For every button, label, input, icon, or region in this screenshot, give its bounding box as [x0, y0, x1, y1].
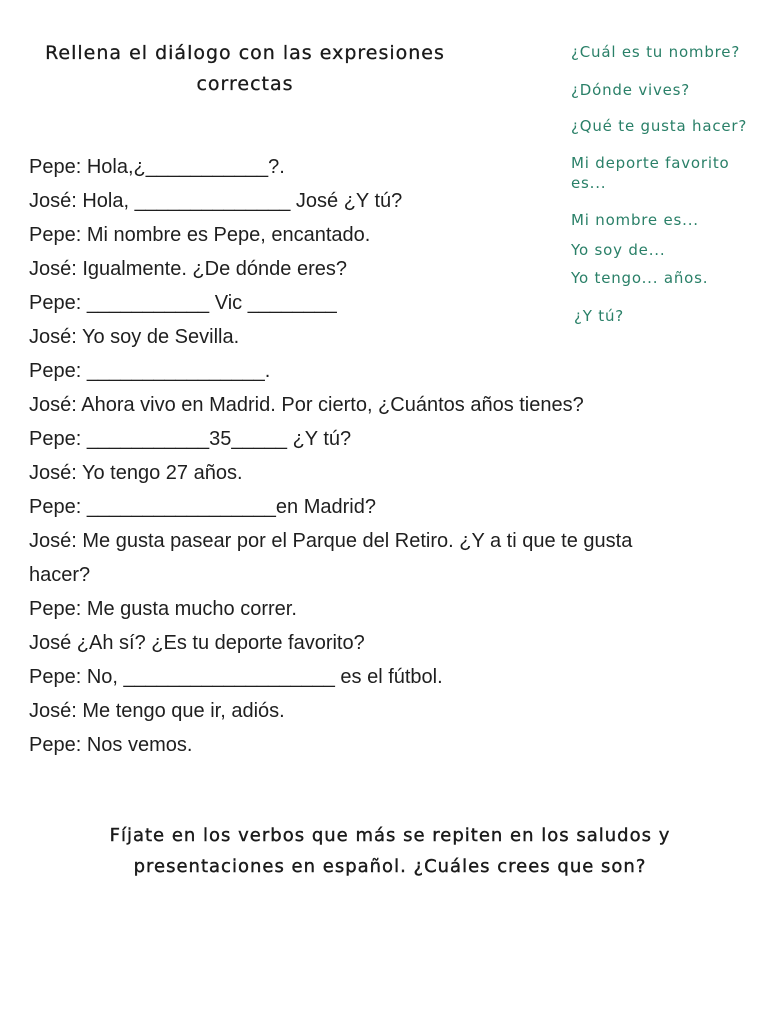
- expression-item: Mi nombre es...: [571, 211, 699, 229]
- dialogue-line: José: Ahora vivo en Madrid. Por cierto, ¿Cuántos años tienes?: [29, 394, 584, 416]
- dialogue-line: José: Yo soy de Sevilla.: [29, 326, 240, 348]
- dialogue-line: Pepe: Hola,¿___________?.: [29, 156, 285, 178]
- dialogue-list: [29, 150, 639, 762]
- expression-item: Yo soy de...: [571, 241, 666, 259]
- expression-item: Mi deporte favorito es...: [571, 154, 730, 192]
- dialogue-line: Pepe: Me gusta mucho correr.: [29, 598, 297, 620]
- dialogue-line: Pepe: Nos vemos.: [29, 734, 193, 756]
- dialogue-line: José: Me gusta pasear por el Parque del Retiro. ¿Y a ti que te gusta hacer?: [29, 530, 633, 586]
- dialogue-line: José ¿Ah sí? ¿Es tu deporte favorito?: [29, 632, 365, 654]
- expression-item: ¿Cuál es tu nombre?: [571, 43, 741, 61]
- dialogue-line: José: Me tengo que ir, adiós.: [29, 700, 285, 722]
- expression-item: Yo tengo... años.: [571, 269, 709, 287]
- dialogue-line: Pepe: ___________ Vic ________: [29, 292, 337, 314]
- dialogue-line: José: Igualmente. ¿De dónde eres?: [29, 258, 347, 280]
- dialogue-line: José: Yo tengo 27 años.: [29, 462, 243, 484]
- expression-item: ¿Dónde vives?: [571, 81, 691, 99]
- expression-item: ¿Qué te gusta hacer?: [571, 117, 748, 135]
- dialogue-line: Pepe: Mi nombre es Pepe, encantado.: [29, 224, 371, 246]
- dialogue-line: Pepe: ________________.: [29, 360, 271, 382]
- dialogue-line: José: Hola, ______________ José ¿Y tú?: [29, 190, 403, 212]
- expression-item: ¿Y tú?: [574, 307, 625, 325]
- dialogue-line: Pepe: No, ___________________ es el fútbol.: [29, 666, 443, 688]
- dialogue-line: Pepe: ___________35_____ ¿Y tú?: [29, 428, 352, 450]
- footer-question: Fíjate en los verbos que más se repiten en los saludos y presentaciones en español. ¿Cuáles crees que son?: [109, 825, 671, 877]
- dialogue-line: Pepe: _________________en Madrid?: [29, 496, 376, 518]
- worksheet-title: Rellena el diálogo con las expresiones correctas: [45, 42, 445, 95]
